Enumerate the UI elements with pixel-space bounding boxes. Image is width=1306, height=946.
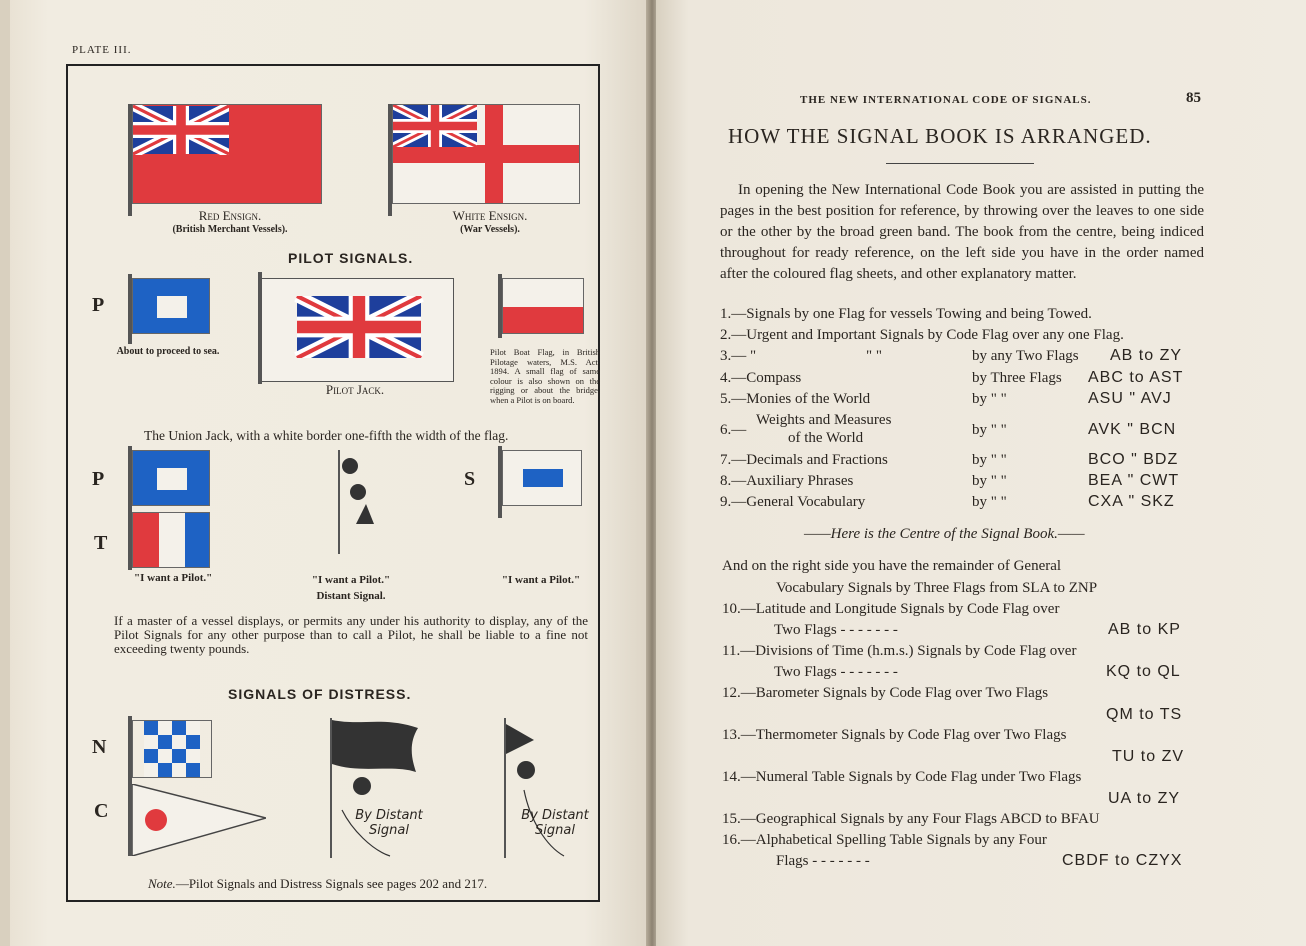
c-pennant-icon	[132, 784, 266, 856]
item-6-num: 6.—	[720, 422, 747, 438]
item-14: 14.—Numeral Table Signals by Code Flag under Two Flags	[722, 769, 1082, 785]
item-15: 15.—Geographical Signals by any Four Flags ABCD to BFAU	[722, 811, 1100, 827]
distress-title: SIGNALS OF DISTRESS.	[228, 686, 412, 702]
page-title: HOW THE SIGNAL BOOK IS ARRANGED.	[728, 124, 1152, 148]
t-flag	[132, 512, 210, 568]
right-page	[656, 0, 1306, 946]
union-jack-note: The Union Jack, with a white border one-fifth the width of the flag.	[144, 428, 509, 443]
item-4-num: 4.—Compass	[720, 370, 802, 386]
item-16-flags: Flags - - - - - - -	[776, 853, 870, 869]
item-9-desc: by " "	[972, 494, 1007, 510]
note-text: —Pilot Signals and Distress Signals see pages 202 and 217.	[175, 876, 488, 891]
item-8-desc: by " "	[972, 473, 1007, 489]
right-side-intro: And on the right side you have the remainder of General	[722, 558, 1062, 574]
running-header: THE NEW INTERNATIONAL CODE OF SIGNALS.	[800, 94, 1092, 106]
page-number: 85	[1186, 90, 1201, 106]
letter-n: N	[92, 736, 107, 758]
item-6-line-a: Weights and Measures	[756, 412, 892, 428]
red-ensign-flag	[132, 104, 322, 204]
item-14-codes: UA to ZY	[1108, 790, 1181, 807]
item-9-num: 9.—General Vocabulary	[720, 494, 866, 510]
item-5-codes: ASU " AVJ	[1088, 390, 1172, 407]
letter-t: T	[94, 532, 108, 554]
want-pilot-label-2: "I want a Pilot."	[311, 574, 391, 586]
left-page	[0, 0, 648, 946]
letter-p: P	[92, 294, 105, 316]
item-5-desc: by " "	[972, 391, 1007, 407]
note-label: Note.	[148, 876, 176, 891]
letter-p-2: P	[92, 468, 105, 490]
union-jack-icon	[284, 296, 434, 358]
pilot-jack-pole	[258, 272, 262, 384]
intro-paragraph: In opening the New International Code Book you are assisted in putting the pages in the best position for reference, by throwing over the leaves to one side or the other by the broad green band. The book from the centre, being indiced throughout for ready reference, on the left side you have in the order named after the coloured flag sheets, and other explanatory matter.	[720, 182, 1204, 282]
p-flag-upper	[132, 450, 210, 506]
item-13-codes: TU to ZV	[1112, 748, 1185, 765]
s-flag	[502, 450, 582, 506]
item-1: 1.—Signals by one Flag for vessels Towing and being Towed.	[720, 306, 1092, 322]
item-4-codes: ABC to AST	[1088, 369, 1184, 386]
union-jack-canton-icon	[393, 105, 477, 147]
fine-note: If a master of a vessel displays, or permits any under his authority to display, any of the Pilot Signals for any other purpose than to call a Pilot, he shall be liable to a fine not exceeding twenty pounds.	[114, 613, 588, 656]
item-12-codes: QM to TS	[1106, 706, 1183, 723]
plate-note	[148, 876, 487, 892]
item-3-num: 3.— "	[720, 348, 757, 364]
item-7-desc: by " "	[972, 452, 1007, 468]
item-7-codes: BCO " BDZ	[1088, 451, 1179, 468]
about-to-proceed-label: About to proceed to sea.	[116, 346, 220, 357]
pilot-signals-title: PILOT SIGNALS.	[288, 250, 414, 266]
item-8-codes: BEA " CWT	[1088, 472, 1180, 489]
item-2: 2.—Urgent and Important Signals by Code Flag over any one Flag.	[720, 327, 1124, 343]
item-6-desc: by " "	[972, 422, 1007, 438]
p-flag	[132, 278, 210, 334]
item-12: 12.—Barometer Signals by Code Flag over Two Flags	[722, 685, 1049, 701]
item-16: 16.—Alphabetical Spelling Table Signals by any Four	[722, 832, 1047, 848]
white-ensign-caption: (War Vessels).	[460, 224, 520, 235]
item-11-flags: Two Flags - - - - - - -	[774, 664, 898, 680]
plate-label: PLATE III.	[72, 44, 132, 56]
item-3-desc: by any Two Flags	[972, 348, 1079, 364]
item-5-num: 5.—Monies of the World	[720, 391, 871, 407]
red-ensign-title: Red Ensign.	[198, 208, 262, 223]
item-16-codes: CBDF to CZYX	[1062, 852, 1183, 869]
n-flag-checker-icon	[132, 720, 212, 778]
item-10-flags: Two Flags - - - - - - -	[774, 622, 898, 638]
pilot-boat-note: Pilot Boat Flag, in British Pilotage waters, M.S. Act, 1894. A small flag of same colour is also shown on the rigging or about the bridge, when a Pilot is on board.	[490, 347, 600, 405]
item-11: 11.—Divisions of Time (h.m.s.) Signals by Code Flag over	[722, 643, 1077, 659]
item-7-num: 7.—Decimals and Fractions	[720, 452, 888, 468]
item-3-codes: AB to ZY	[1110, 347, 1183, 364]
letter-s: S	[464, 468, 476, 490]
item-6-line-b: of the World	[788, 430, 864, 446]
item-9-codes: CXA " SKZ	[1088, 493, 1175, 510]
title-rule	[886, 163, 1034, 164]
item-10: 10.—Latitude and Longitude Signals by Code Flag over	[722, 601, 1060, 617]
letter-c: C	[94, 800, 109, 822]
right-side-intro-2: Vocabulary Signals by Three Flags from SLA to ZNP	[776, 580, 1098, 596]
item-6-codes: AVK " BCN	[1088, 421, 1177, 438]
item-11-codes: KQ to QL	[1106, 663, 1181, 680]
item-8-num: 8.—Auxiliary Phrases	[720, 473, 854, 489]
red-ensign-caption: (British Merchant Vessels).	[172, 224, 288, 235]
union-jack-canton-icon	[133, 105, 229, 155]
item-4-desc: by Three Flags	[972, 370, 1062, 386]
item-10-codes: AB to KP	[1108, 621, 1181, 638]
distant-signal-label: Distant Signal.	[316, 590, 386, 602]
by-distant-signal-2: By Distant Signal	[521, 808, 589, 838]
ball-cone-ball-icon	[334, 456, 374, 536]
item-13: 13.—Thermometer Signals by Code Flag over Two Flags	[722, 727, 1067, 743]
centre-note: ——Here is the Centre of the Signal Book.——	[804, 526, 1085, 542]
by-distant-signal-1: By Distant Signal	[355, 808, 423, 838]
pilot-jack-label: Pilot Jack.	[325, 382, 385, 397]
white-ensign-title: White Ensign.	[452, 208, 528, 223]
want-pilot-label-3: "I want a Pilot."	[501, 574, 581, 586]
want-pilot-label-1: "I want a Pilot."	[134, 572, 213, 584]
white-ensign-flag	[392, 104, 580, 204]
pilot-boat-flag	[502, 278, 584, 334]
item-3-ditto: " "	[866, 348, 882, 364]
